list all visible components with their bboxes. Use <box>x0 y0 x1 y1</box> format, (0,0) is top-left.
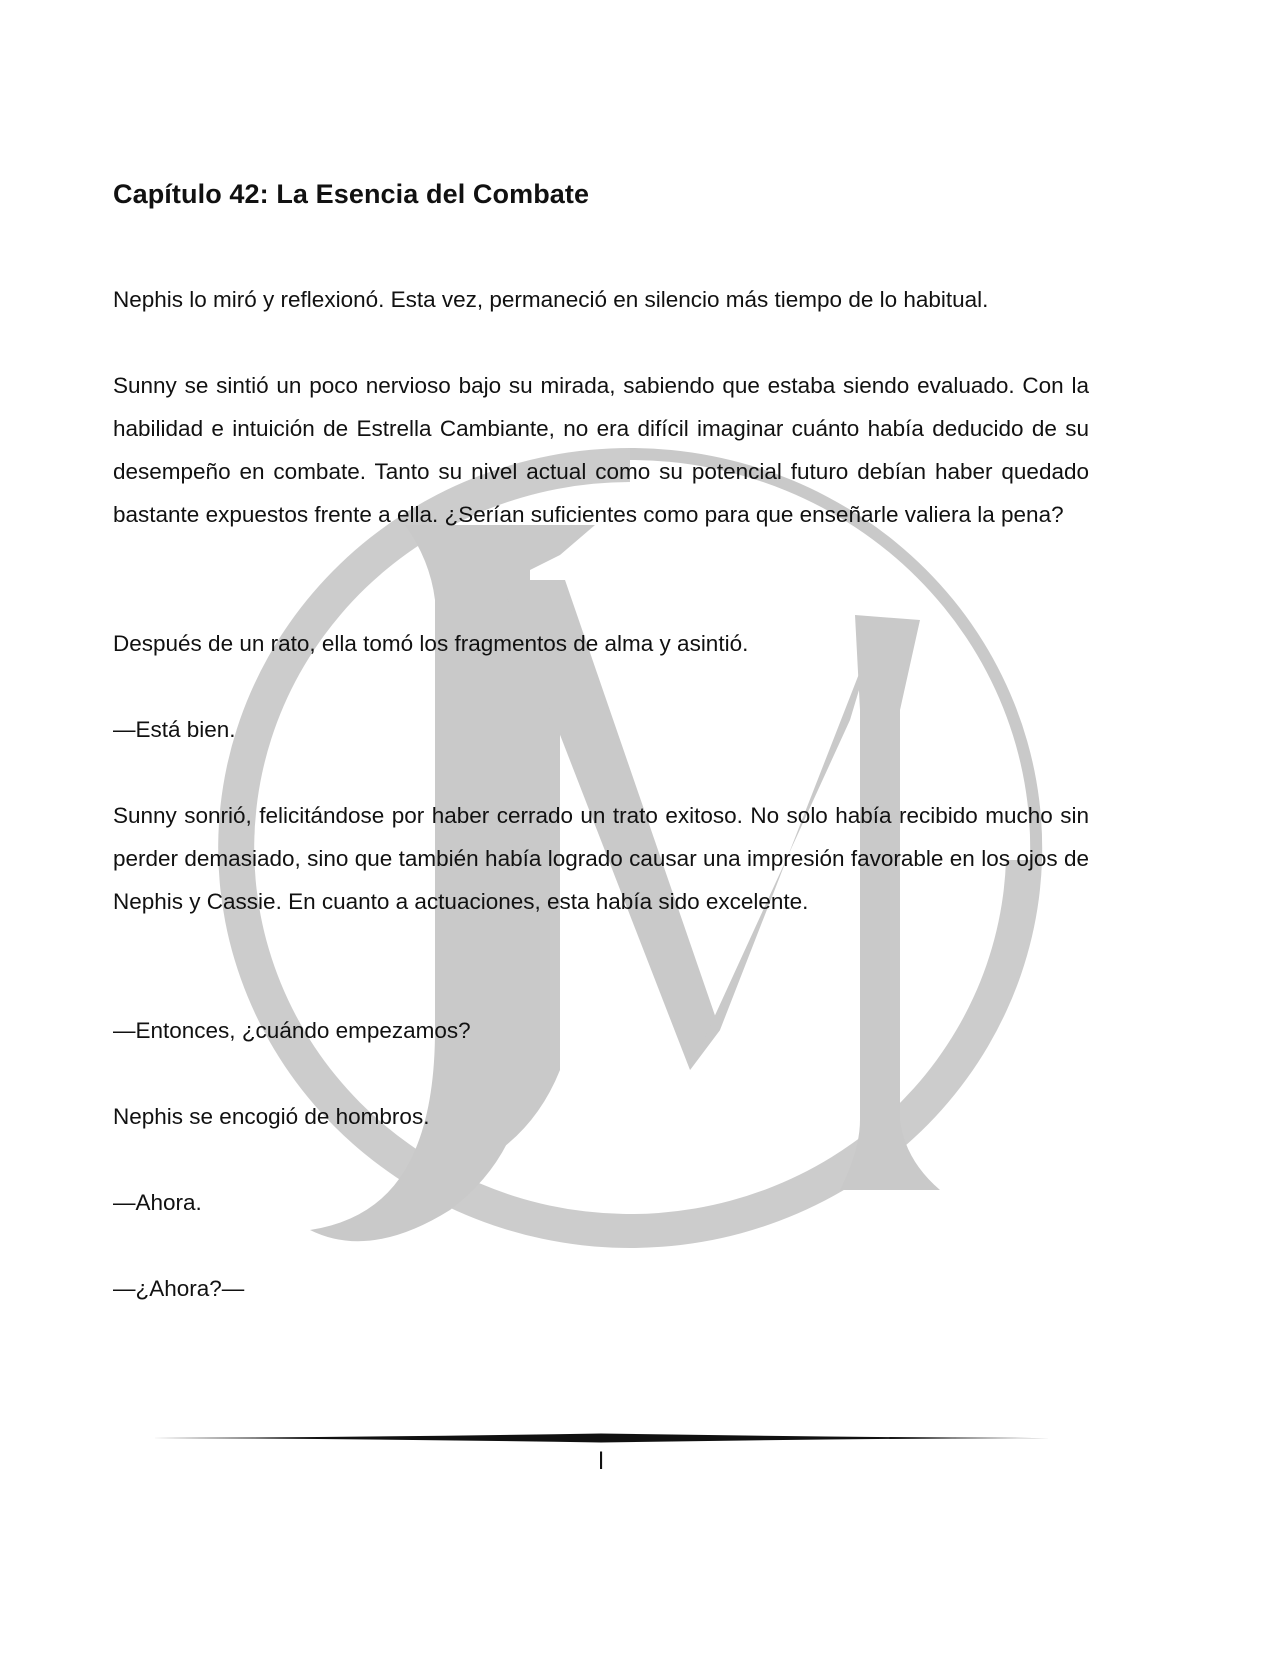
paragraph: —Ahora. <box>113 1190 202 1215</box>
paragraph: Nephis lo miró y reflexionó. Esta vez, permaneció en silencio más tiempo de lo habitual. <box>113 287 989 312</box>
chapter-title: Capítulo 42: La Esencia del Combate <box>113 179 590 209</box>
paragraph: Nephis se encogió de hombros. <box>113 1104 430 1129</box>
paragraph: Sunny se sintió un poco nervioso bajo su mirada, sabiendo que estaba siendo evaluado. Con la habilidad e intuición de Estrella Cambiante, no era difícil imaginar cuánto había deducido de su desempeño en combate. Tanto su nivel actual como su potencial futuro debían haber quedado bastante expuestos frente a ella. ¿Serían suficientes como para que enseñarle valiera la pena? <box>113 373 1089 527</box>
paragraph: Después de un rato, ella tomó los fragmentos de alma y asintió. <box>113 631 749 656</box>
paragraph: —¿Ahora?— <box>113 1276 245 1301</box>
page-number: l <box>598 1448 604 1475</box>
paragraph: —Entonces, ¿cuándo empezamos? <box>113 1018 471 1043</box>
paragraph: —Está bien. <box>113 717 236 742</box>
paragraph: Sunny sonrió, felicitándose por haber cerrado un trato exitoso. No solo había recibido mucho sin perder demasiado, sino que también había logrado causar una impresión favorable en los ojos de Nephis y Cassie. En cuanto a actuaciones, esta había sido excelente. <box>113 803 1089 914</box>
page-content <box>113 176 1089 1301</box>
footer-divider <box>152 1432 1050 1444</box>
